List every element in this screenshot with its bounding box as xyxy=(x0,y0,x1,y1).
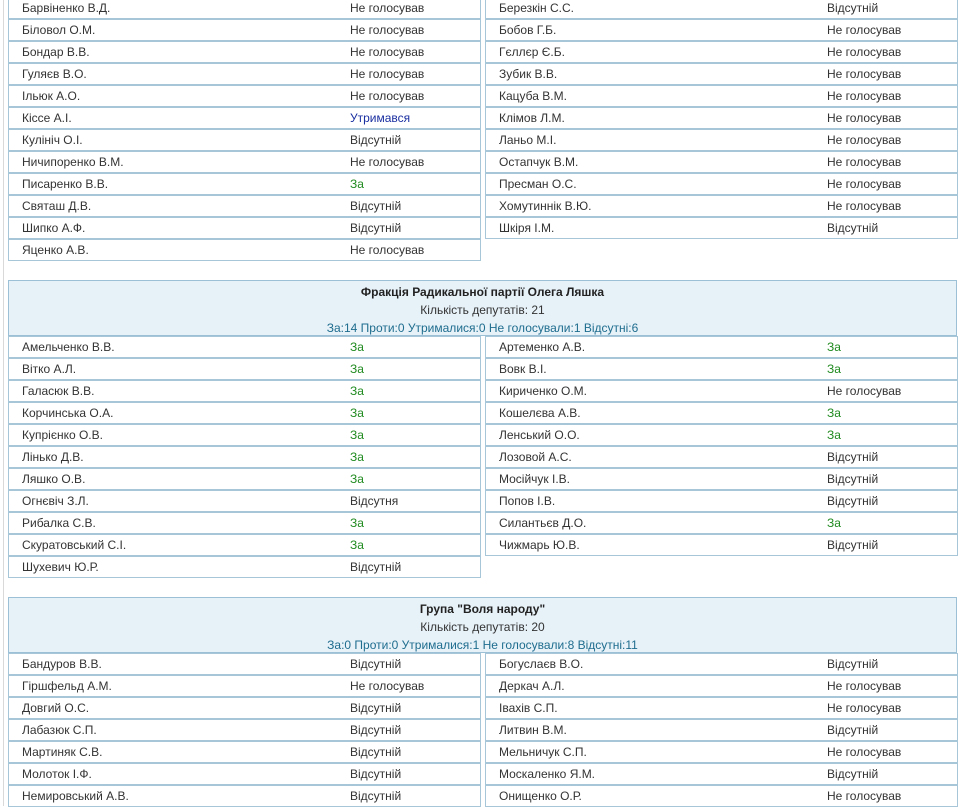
deputy-cell xyxy=(8,380,481,402)
vote-status: За xyxy=(827,340,841,354)
vote-status: За xyxy=(350,340,364,354)
deputy-cell xyxy=(485,741,958,763)
deputy-cell xyxy=(485,41,958,63)
deputy-table-faction-1 xyxy=(8,336,958,578)
deputy-cell xyxy=(8,0,481,19)
deputy-cell xyxy=(485,675,958,697)
vote-status: Відсутній xyxy=(350,789,402,803)
deputy-name: Лінько Д.В. xyxy=(22,450,84,464)
deputy-cell xyxy=(8,173,481,195)
vote-status: Не голосував xyxy=(827,23,902,37)
table-row xyxy=(8,424,958,446)
vote-status: За xyxy=(350,516,364,530)
faction-deputy-count: Кількість депутатів: 21 xyxy=(420,303,545,317)
table-row xyxy=(8,697,958,719)
table-row xyxy=(8,217,958,239)
deputy-cell xyxy=(8,41,481,63)
deputy-cell xyxy=(485,85,958,107)
table-row xyxy=(8,402,958,424)
vote-status: Не голосував xyxy=(827,789,902,803)
vote-status: За xyxy=(350,428,364,442)
deputy-cell xyxy=(485,0,958,19)
deputy-name: Лозовой А.С. xyxy=(499,450,572,464)
vote-status: Відсутній xyxy=(827,472,879,486)
vote-status: Не голосував xyxy=(350,89,425,103)
deputy-name: Попов І.В. xyxy=(499,494,556,508)
deputy-name: Купрієнко О.В. xyxy=(22,428,103,442)
deputy-name: Кулініч О.І. xyxy=(22,133,83,147)
deputy-name: Гіршфельд А.М. xyxy=(22,679,112,693)
table-row xyxy=(8,512,958,534)
deputy-cell xyxy=(485,151,958,173)
deputy-name: Вовк В.І. xyxy=(499,362,547,376)
deputy-table-faction-2 xyxy=(8,653,958,807)
vote-status: Відсутня xyxy=(350,494,399,508)
vote-status: За xyxy=(350,362,364,376)
deputy-cell xyxy=(485,653,958,675)
deputy-cell xyxy=(8,719,481,741)
table-row xyxy=(8,653,958,675)
vote-status: Відсутній xyxy=(350,657,402,671)
deputy-cell xyxy=(485,63,958,85)
deputy-name: Амельченко В.В. xyxy=(22,340,115,354)
vote-status: Не голосував xyxy=(827,155,902,169)
deputy-name: Москаленко Я.М. xyxy=(499,767,596,781)
deputy-cell xyxy=(485,380,958,402)
deputy-cell xyxy=(8,195,481,217)
vote-status: Не голосував xyxy=(350,679,425,693)
vote-status: Не голосував xyxy=(827,177,902,191)
vote-status: За xyxy=(827,516,841,530)
table-row xyxy=(8,446,958,468)
deputy-name: Чижмарь Ю.В. xyxy=(499,538,580,552)
deputy-cell xyxy=(485,534,958,556)
deputy-cell xyxy=(485,424,958,446)
table-row xyxy=(8,336,958,358)
table-row xyxy=(8,85,958,107)
deputy-cell xyxy=(485,336,958,358)
deputy-name: Богуслаєв В.О. xyxy=(499,657,584,671)
deputy-cell xyxy=(485,512,958,534)
table-row xyxy=(8,19,958,41)
table-row xyxy=(8,556,958,578)
deputy-cell xyxy=(8,402,481,424)
table-row xyxy=(8,129,958,151)
deputy-cell xyxy=(8,653,481,675)
deputy-cell xyxy=(485,490,958,512)
deputy-cell xyxy=(8,336,481,358)
deputy-cell xyxy=(8,107,481,129)
deputy-name: Довгий О.С. xyxy=(22,701,90,715)
table-row xyxy=(8,785,958,807)
deputy-cell xyxy=(8,446,481,468)
deputy-cell xyxy=(8,129,481,151)
deputy-name: Артеменко А.В. xyxy=(499,340,586,354)
vote-status: Не голосував xyxy=(350,155,425,169)
vote-status: Не голосував xyxy=(350,23,425,37)
deputy-name: Лабазюк С.П. xyxy=(22,723,97,737)
deputy-name: Кіссе А.І. xyxy=(22,111,72,125)
deputy-name: Ничипоренко В.М. xyxy=(22,155,124,169)
vote-status: Відсутній xyxy=(827,723,879,737)
deputy-cell xyxy=(8,741,481,763)
deputy-name: Мосійчук І.В. xyxy=(499,472,571,486)
faction-header xyxy=(8,280,957,336)
deputy-cell xyxy=(485,129,958,151)
vote-status: Не голосував xyxy=(350,67,425,81)
deputy-name: Остапчук В.М. xyxy=(499,155,579,169)
vote-status: Не голосував xyxy=(827,111,902,125)
deputy-cell xyxy=(8,19,481,41)
vote-status: Відсутній xyxy=(827,1,879,15)
table-row xyxy=(8,490,958,512)
vote-status: Відсутній xyxy=(350,133,402,147)
vote-status: Відсутній xyxy=(350,701,402,715)
table-row xyxy=(8,41,958,63)
deputy-cell xyxy=(485,107,958,129)
vote-status: За xyxy=(827,362,841,376)
table-row xyxy=(8,741,958,763)
faction-vote-summary: За:14 Проти:0 Утрималися:0 Не голосували:1 Відсутні:6 xyxy=(326,321,639,335)
table-row xyxy=(8,675,958,697)
deputy-name: Ільюк А.О. xyxy=(22,89,81,103)
deputy-name: Силантьєв Д.О. xyxy=(499,516,587,530)
deputy-cell xyxy=(8,85,481,107)
deputy-name: Корчинська О.А. xyxy=(22,406,114,420)
vote-status: За xyxy=(827,406,841,420)
deputy-cell xyxy=(485,697,958,719)
vote-status: Відсутній xyxy=(350,560,402,574)
deputy-name: Кошелєва А.В. xyxy=(499,406,581,420)
deputy-name: Ленський О.О. xyxy=(499,428,580,442)
table-row xyxy=(8,239,958,261)
deputy-name: Молоток І.Ф. xyxy=(22,767,92,781)
deputy-cell xyxy=(8,424,481,446)
deputy-name: Огнєвіч З.Л. xyxy=(22,494,89,508)
vote-status: За xyxy=(350,384,364,398)
deputy-cell xyxy=(485,358,958,380)
deputy-cell xyxy=(485,446,958,468)
vote-status: Відсутній xyxy=(827,494,879,508)
vote-status: Не голосував xyxy=(827,745,902,759)
deputy-name: Кириченко О.М. xyxy=(499,384,588,398)
vote-status: Не голосував xyxy=(827,67,902,81)
vote-status: Відсутній xyxy=(827,221,879,235)
deputy-cell xyxy=(8,151,481,173)
vote-status: За xyxy=(350,406,364,420)
vote-status: Не голосував xyxy=(350,243,425,257)
deputy-name: Деркач А.Л. xyxy=(499,679,565,693)
vote-status: За xyxy=(350,450,364,464)
deputy-name: Галасюк В.В. xyxy=(22,384,95,398)
deputy-cell xyxy=(8,63,481,85)
deputy-name: Гєллєр Є.Б. xyxy=(499,45,565,59)
deputy-name: Шухевич Ю.Р. xyxy=(22,560,99,574)
deputy-name: Рибалка С.В. xyxy=(22,516,96,530)
vote-status: Утримався xyxy=(350,111,411,125)
vote-status: Не голосував xyxy=(350,1,425,15)
table-row xyxy=(8,534,958,556)
table-row xyxy=(8,63,958,85)
vote-status: Не голосував xyxy=(827,384,902,398)
vote-status: Не голосував xyxy=(350,45,425,59)
deputy-cell xyxy=(485,763,958,785)
table-row xyxy=(8,195,958,217)
deputy-cell xyxy=(8,468,481,490)
deputy-cell xyxy=(8,697,481,719)
deputy-name: Шкіря І.М. xyxy=(499,221,555,235)
table-row xyxy=(8,358,958,380)
vote-status: Відсутній xyxy=(350,221,402,235)
deputy-cell xyxy=(8,556,481,578)
deputy-name: Кацуба В.М. xyxy=(499,89,567,103)
deputy-name: Бондар В.В. xyxy=(22,45,90,59)
vote-status: Відсутній xyxy=(827,450,879,464)
vote-status: Відсутній xyxy=(827,657,879,671)
deputy-cell xyxy=(8,785,481,807)
deputy-cell xyxy=(485,19,958,41)
deputy-name: Гуляєв В.О. xyxy=(22,67,87,81)
deputy-name: Бандуров В.В. xyxy=(22,657,102,671)
vote-status: Не голосував xyxy=(827,199,902,213)
deputy-cell xyxy=(8,358,481,380)
deputy-name: Вітко А.Л. xyxy=(22,362,77,376)
deputy-cell xyxy=(8,675,481,697)
deputy-name: Березкін С.С. xyxy=(499,1,575,15)
deputy-cell xyxy=(8,534,481,556)
vote-status: Не голосував xyxy=(827,45,902,59)
deputy-name: Ляшко О.В. xyxy=(22,472,86,486)
deputy-name: Онищенко О.Р. xyxy=(499,789,582,803)
deputy-cell xyxy=(8,239,481,261)
faction-deputy-count: Кількість депутатів: 20 xyxy=(420,620,545,634)
deputy-name: Бобов Г.Б. xyxy=(499,23,557,37)
vote-status: За xyxy=(827,428,841,442)
vote-status: Відсутній xyxy=(827,767,879,781)
vote-status: Не голосував xyxy=(827,679,902,693)
vote-status: Не голосував xyxy=(827,133,902,147)
faction-title: Фракція Радикальної партії Олега Ляшка xyxy=(360,285,605,299)
vote-status: Відсутній xyxy=(350,745,402,759)
vote-status: Відсутній xyxy=(350,767,402,781)
deputy-name: Яценко А.В. xyxy=(22,243,89,257)
vote-status: За xyxy=(350,472,364,486)
deputy-cell xyxy=(8,512,481,534)
deputy-name: Барвіненко В.Д. xyxy=(22,1,111,15)
vote-status: Не голосував xyxy=(827,701,902,715)
faction-vote-summary: За:0 Проти:0 Утрималися:1 Не голосували:8 Відсутні:11 xyxy=(327,638,638,652)
deputy-name: Мельничук С.П. xyxy=(499,745,587,759)
table-row xyxy=(8,151,958,173)
deputy-cell xyxy=(8,217,481,239)
deputy-cell xyxy=(485,719,958,741)
vote-status: За xyxy=(350,538,364,552)
vote-status: За xyxy=(350,177,364,191)
table-row xyxy=(8,719,958,741)
vote-status: Відсутній xyxy=(350,199,402,213)
table-row xyxy=(8,0,958,19)
deputy-cell xyxy=(485,785,958,807)
deputy-name: Писаренко В.В. xyxy=(22,177,109,191)
deputy-name: Клімов Л.М. xyxy=(499,111,565,125)
deputy-name: Литвин В.М. xyxy=(499,723,567,737)
deputy-cell xyxy=(485,173,958,195)
table-row xyxy=(8,173,958,195)
deputy-name: Шипко А.Ф. xyxy=(22,221,86,235)
table-row xyxy=(8,468,958,490)
vote-status: Відсутній xyxy=(350,723,402,737)
faction-title: Група "Воля народу" xyxy=(419,602,546,616)
deputy-name: Зубик В.В. xyxy=(499,67,558,81)
deputy-cell xyxy=(8,490,481,512)
vote-status: Відсутній xyxy=(827,538,879,552)
deputy-name: Хомутиннік В.Ю. xyxy=(499,199,592,213)
deputy-name: Мартиняк С.В. xyxy=(22,745,103,759)
deputy-table-top xyxy=(8,0,958,261)
deputy-cell xyxy=(485,468,958,490)
deputy-cell xyxy=(485,195,958,217)
deputy-cell xyxy=(8,763,481,785)
table-row xyxy=(8,763,958,785)
deputy-name: Біловол О.М. xyxy=(22,23,96,37)
page-left-border xyxy=(3,0,4,806)
deputy-name: Пресман О.С. xyxy=(499,177,577,191)
table-row xyxy=(8,107,958,129)
deputy-name: Скуратовський С.І. xyxy=(22,538,127,552)
faction-header xyxy=(8,597,957,653)
deputy-name: Ланьо М.І. xyxy=(499,133,557,147)
deputy-name: Святаш Д.В. xyxy=(22,199,92,213)
vote-status: Не голосував xyxy=(827,89,902,103)
table-row xyxy=(8,380,958,402)
deputy-name: Івахів С.П. xyxy=(499,701,558,715)
deputy-cell xyxy=(485,402,958,424)
deputy-cell xyxy=(485,217,958,239)
deputy-name: Немировський А.В. xyxy=(22,789,129,803)
